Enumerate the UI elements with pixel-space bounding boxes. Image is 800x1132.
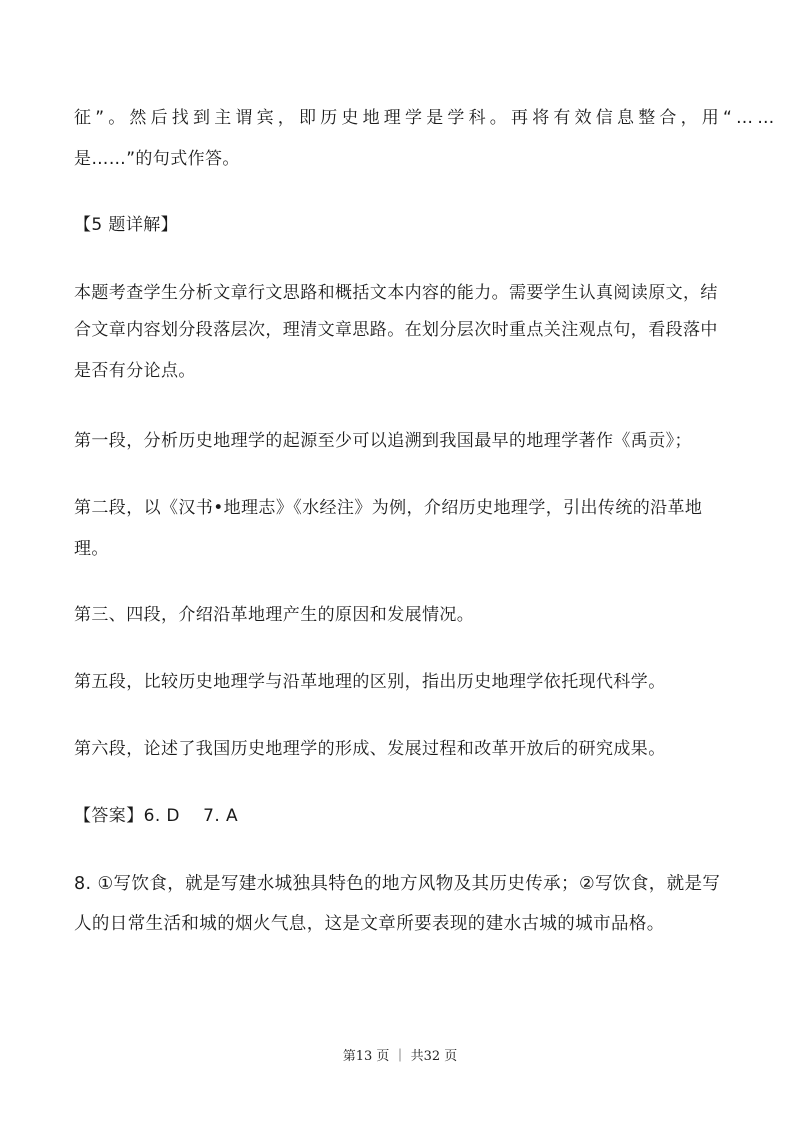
q5-heading: 【5 题详解】 <box>74 215 179 235</box>
q8-answer-line-2: 人的日常生活和城的烟火气息，这是文章所要表现的建水古城的城市品格。 <box>74 914 665 934</box>
paragraph-2-summary-line-2: 理。 <box>74 539 109 559</box>
paragraph-6-summary: 第六段，论述了我国历史地理学的形成、发展过程和改革开放后的研究成果。 <box>74 739 666 759</box>
q8-answer-line-1: 8. ①写饮食，就是写建水城独具特色的地方风物及其历史传承；②写饮食，就是写 <box>74 874 721 894</box>
q5-intro-line-1: 本题考查学生分析文章行文思路和概括文本内容的能力。需要学生认真阅读原文，结 <box>74 283 718 303</box>
analysis-text-line-2: 是……”的句式作答。 <box>74 149 240 169</box>
answer-line: 【答案】6. D 7. A <box>74 806 238 826</box>
paragraph-3-4-summary: 第三、四段，介绍沿革地理产生的原因和发展情况。 <box>74 605 475 625</box>
q5-intro-line-3: 是否有分论点。 <box>74 361 196 381</box>
q5-intro-line-2: 合文章内容划分段落层次，理清文章思路。在划分层次时重点关注观点句，看段落中 <box>74 320 718 340</box>
paragraph-1-summary: 第一段，分析历史地理学的起源至少可以追溯到我国最早的地理学著作《禹贡》； <box>74 431 692 451</box>
analysis-text-line-1: 征”。然后找到主谓宾，即历史地理学是学科。再将有效信息整合，用“…… <box>74 108 779 128</box>
paragraph-5-summary: 第五段，比较历史地理学与沿革地理的区别，指出历史地理学依托现代科学。 <box>74 672 666 692</box>
page-footer: 第13 页 ｜ 共32 页 <box>342 1049 458 1064</box>
paragraph-2-summary-line-1: 第二段，以《汉书•地理志》《水经注》为例，介绍历史地理学，引出传统的沿革地 <box>74 498 703 518</box>
